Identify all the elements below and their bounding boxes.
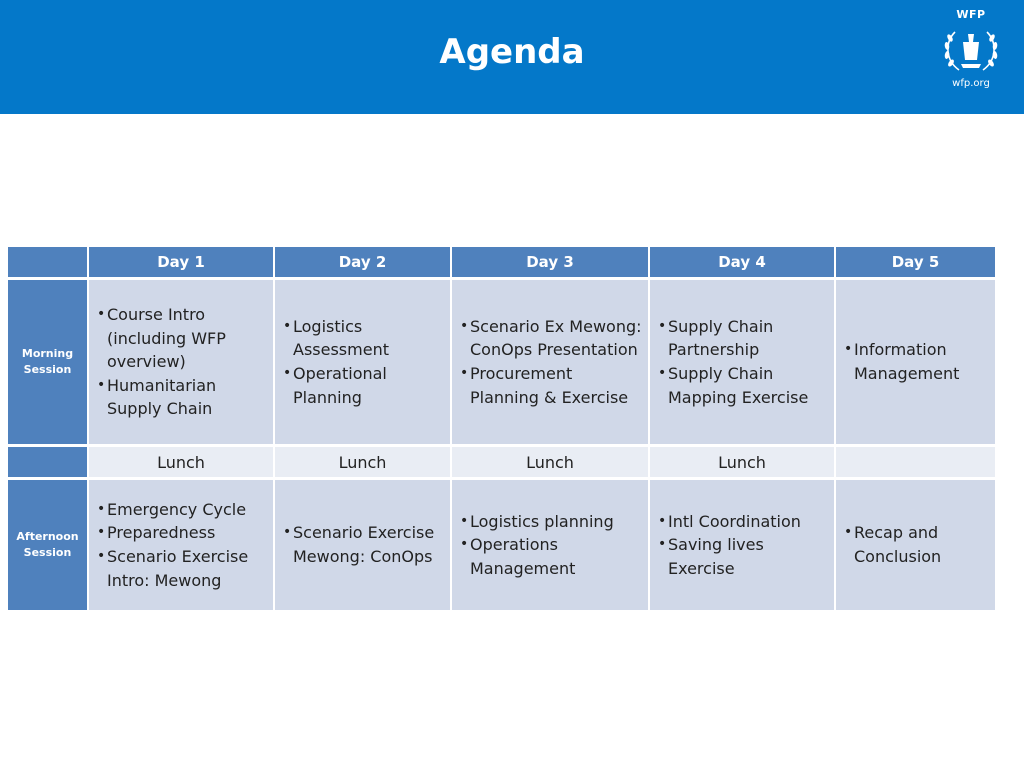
morning-cell <box>89 280 273 444</box>
agenda-bullet-list <box>275 521 450 568</box>
day-header: Day 4 <box>650 247 834 280</box>
agenda-bullet-list <box>275 315 450 409</box>
afternoon-session-label: Afternoon Session <box>8 480 87 610</box>
agenda-bullet-list <box>452 510 648 581</box>
agenda-item: • Scenario Exercise Intro: Mewong <box>97 545 267 592</box>
day-header: Day 2 <box>275 247 450 280</box>
lunch-label-cell <box>8 447 87 477</box>
agenda-item: • Supply Chain Mapping Exercise <box>658 362 828 409</box>
day-header: Day 1 <box>89 247 273 280</box>
afternoon-cell <box>89 480 273 610</box>
afternoon-cell <box>452 480 648 610</box>
agenda-item: • Course Intro (including WFP overview) <box>97 303 267 374</box>
agenda-item: • Operations Management <box>460 533 642 580</box>
day-header: Day 5 <box>836 247 995 280</box>
morning-cell <box>452 280 648 444</box>
agenda-item: • Saving lives Exercise <box>658 533 828 580</box>
wfp-emblem-icon <box>941 24 1001 76</box>
lunch-cell: Lunch <box>89 447 273 477</box>
morning-row <box>8 280 995 444</box>
agenda-bullet-list <box>650 510 834 581</box>
agenda-item: • Scenario Ex Mewong: ConOps Presentation <box>460 315 642 362</box>
lunch-cell: Lunch <box>452 447 648 477</box>
agenda-item: • Preparedness <box>97 521 267 545</box>
agenda-item: • Emergency Cycle <box>97 498 267 522</box>
morning-cell <box>275 280 450 444</box>
lunch-cell: Lunch <box>650 447 834 477</box>
agenda-bullet-list <box>89 303 273 421</box>
page-title: Agenda <box>439 32 585 72</box>
lunch-cell <box>836 447 995 477</box>
lunch-cell: Lunch <box>275 447 450 477</box>
agenda-item: • Logistics Assessment <box>283 315 444 362</box>
morning-cell <box>836 280 995 444</box>
afternoon-cell <box>836 480 995 610</box>
day-header: Day 3 <box>452 247 648 280</box>
agenda-bullet-list <box>452 315 648 409</box>
morning-session-label: Morning Session <box>8 280 87 444</box>
afternoon-row <box>8 480 995 610</box>
logo-top-text: WFP <box>956 8 986 21</box>
afternoon-cell <box>275 480 450 610</box>
wfp-logo <box>936 8 1006 94</box>
agenda-item: • Operational Planning <box>283 362 444 409</box>
header-banner <box>0 0 1024 114</box>
corner-cell <box>8 247 87 280</box>
agenda-item: • Scenario Exercise Mewong: ConOps <box>283 521 444 568</box>
afternoon-cell <box>650 480 834 610</box>
agenda-item: • Supply Chain Partnership <box>658 315 828 362</box>
agenda-bullet-list <box>650 315 834 409</box>
agenda-item: • Procurement Planning & Exercise <box>460 362 642 409</box>
agenda-item: • Logistics planning <box>460 510 642 534</box>
header-row <box>8 247 995 280</box>
agenda-table <box>6 247 997 610</box>
agenda-bullet-list <box>89 498 273 592</box>
agenda-item: • Humanitarian Supply Chain <box>97 374 267 421</box>
agenda-item: • Information Management <box>844 338 989 385</box>
logo-bottom-text: wfp.org <box>952 78 990 89</box>
agenda-item: • Recap and Conclusion <box>844 521 989 568</box>
lunch-row <box>8 447 995 477</box>
agenda-bullet-list <box>836 338 995 385</box>
agenda-bullet-list <box>836 521 995 568</box>
agenda-item: • Intl Coordination <box>658 510 828 534</box>
morning-cell <box>650 280 834 444</box>
